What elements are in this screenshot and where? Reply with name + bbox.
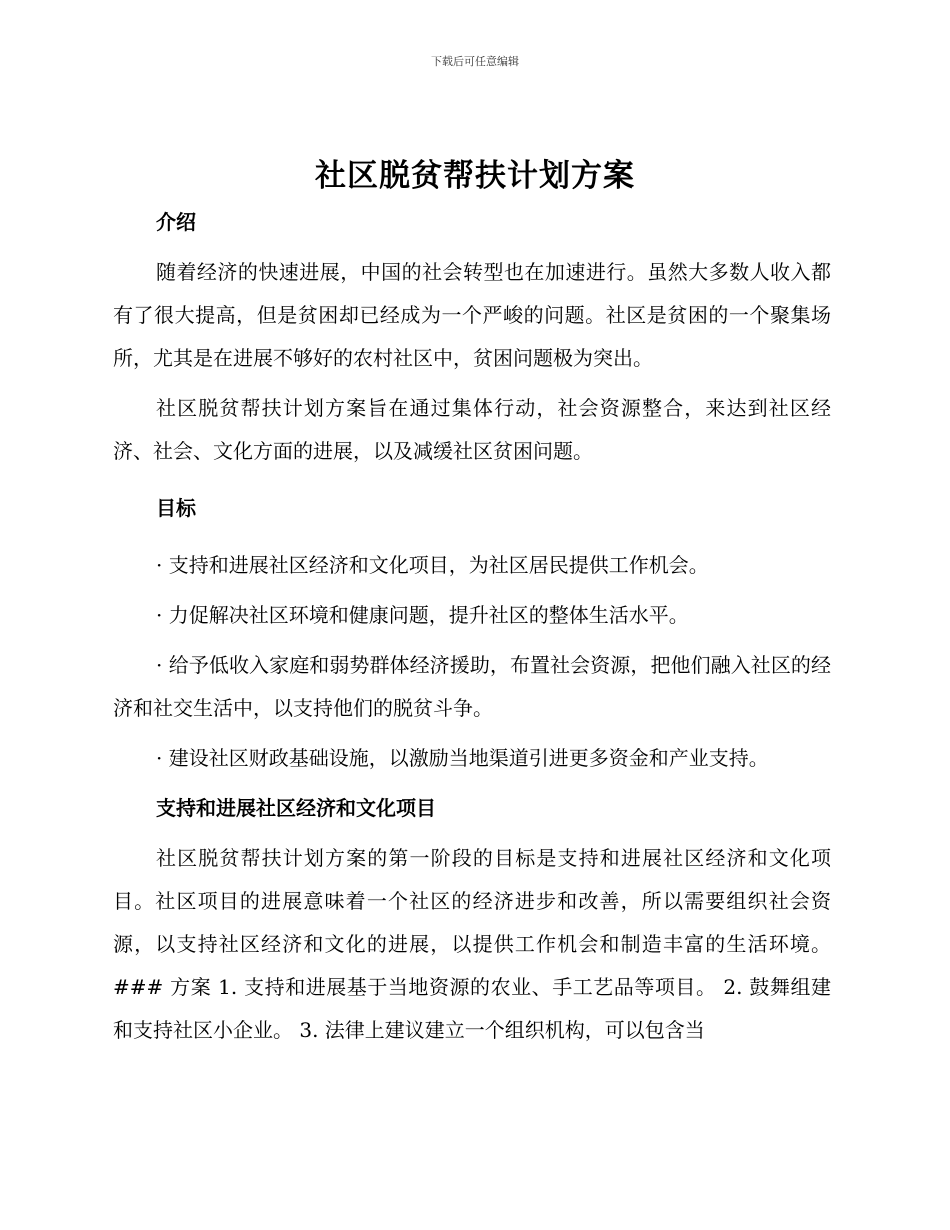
intro-paragraph-1: 随着经济的快速进展，中国的社会转型也在加速进行。虽然大多数人收入都有了很大提高，但是贫困却已经成为一个严峻的问题。社区是贫困的一个聚集场所，尤其是在进展不够好的农村社区中，贫困问题极为突出。 bbox=[113, 260, 831, 370]
section-heading-goals: 目标 bbox=[156, 496, 196, 520]
section-heading-support: 支持和进展社区经济和文化项目 bbox=[156, 796, 436, 820]
header-note: 下载后可任意编辑 bbox=[431, 55, 519, 68]
document-title: 社区脱贫帮扶计划方案 bbox=[315, 158, 635, 194]
goal-item-1: · 支持和进展社区经济和文化项目，为社区居民提供工作机会。 bbox=[156, 553, 709, 577]
goal-item-4: · 建设社区财政基础设施，以激励当地渠道引进更多资金和产业支持。 bbox=[156, 746, 769, 770]
support-paragraph-1: 社区脱贫帮扶计划方案的第一阶段的目标是支持和进展社区经济和文化项目。社区项目的进展意味着一个社区的经济进步和改善，所以需要组织社会资源，以支持社区经济和文化的进展，以提供工作机会和制造丰富的生活环境。 ### 方案 1. 支持和进展基于当地资源的农业、手工艺品等项目。 2. 鼓舞组建和支持社区小企业。 3. 法律上建议建立一个组织机构，可以包含当 bbox=[113, 846, 831, 1042]
document-body bbox=[113, 201, 831, 1052]
intro-paragraph-2: 社区脱贫帮扶计划方案旨在通过集体行动，社会资源整合，来达到社区经济、社会、文化方面的进展，以及减缓社区贫困问题。 bbox=[113, 396, 831, 463]
goal-item-3: · 给予低收入家庭和弱势群体经济援助，布置社会资源，把他们融入社区的经济和社交生活中，以支持他们的脱贫斗争。 bbox=[113, 653, 831, 720]
goal-item-2: · 力促解决社区环境和健康问题，提升社区的整体生活水平。 bbox=[156, 603, 689, 627]
section-heading-intro: 介绍 bbox=[156, 210, 196, 234]
